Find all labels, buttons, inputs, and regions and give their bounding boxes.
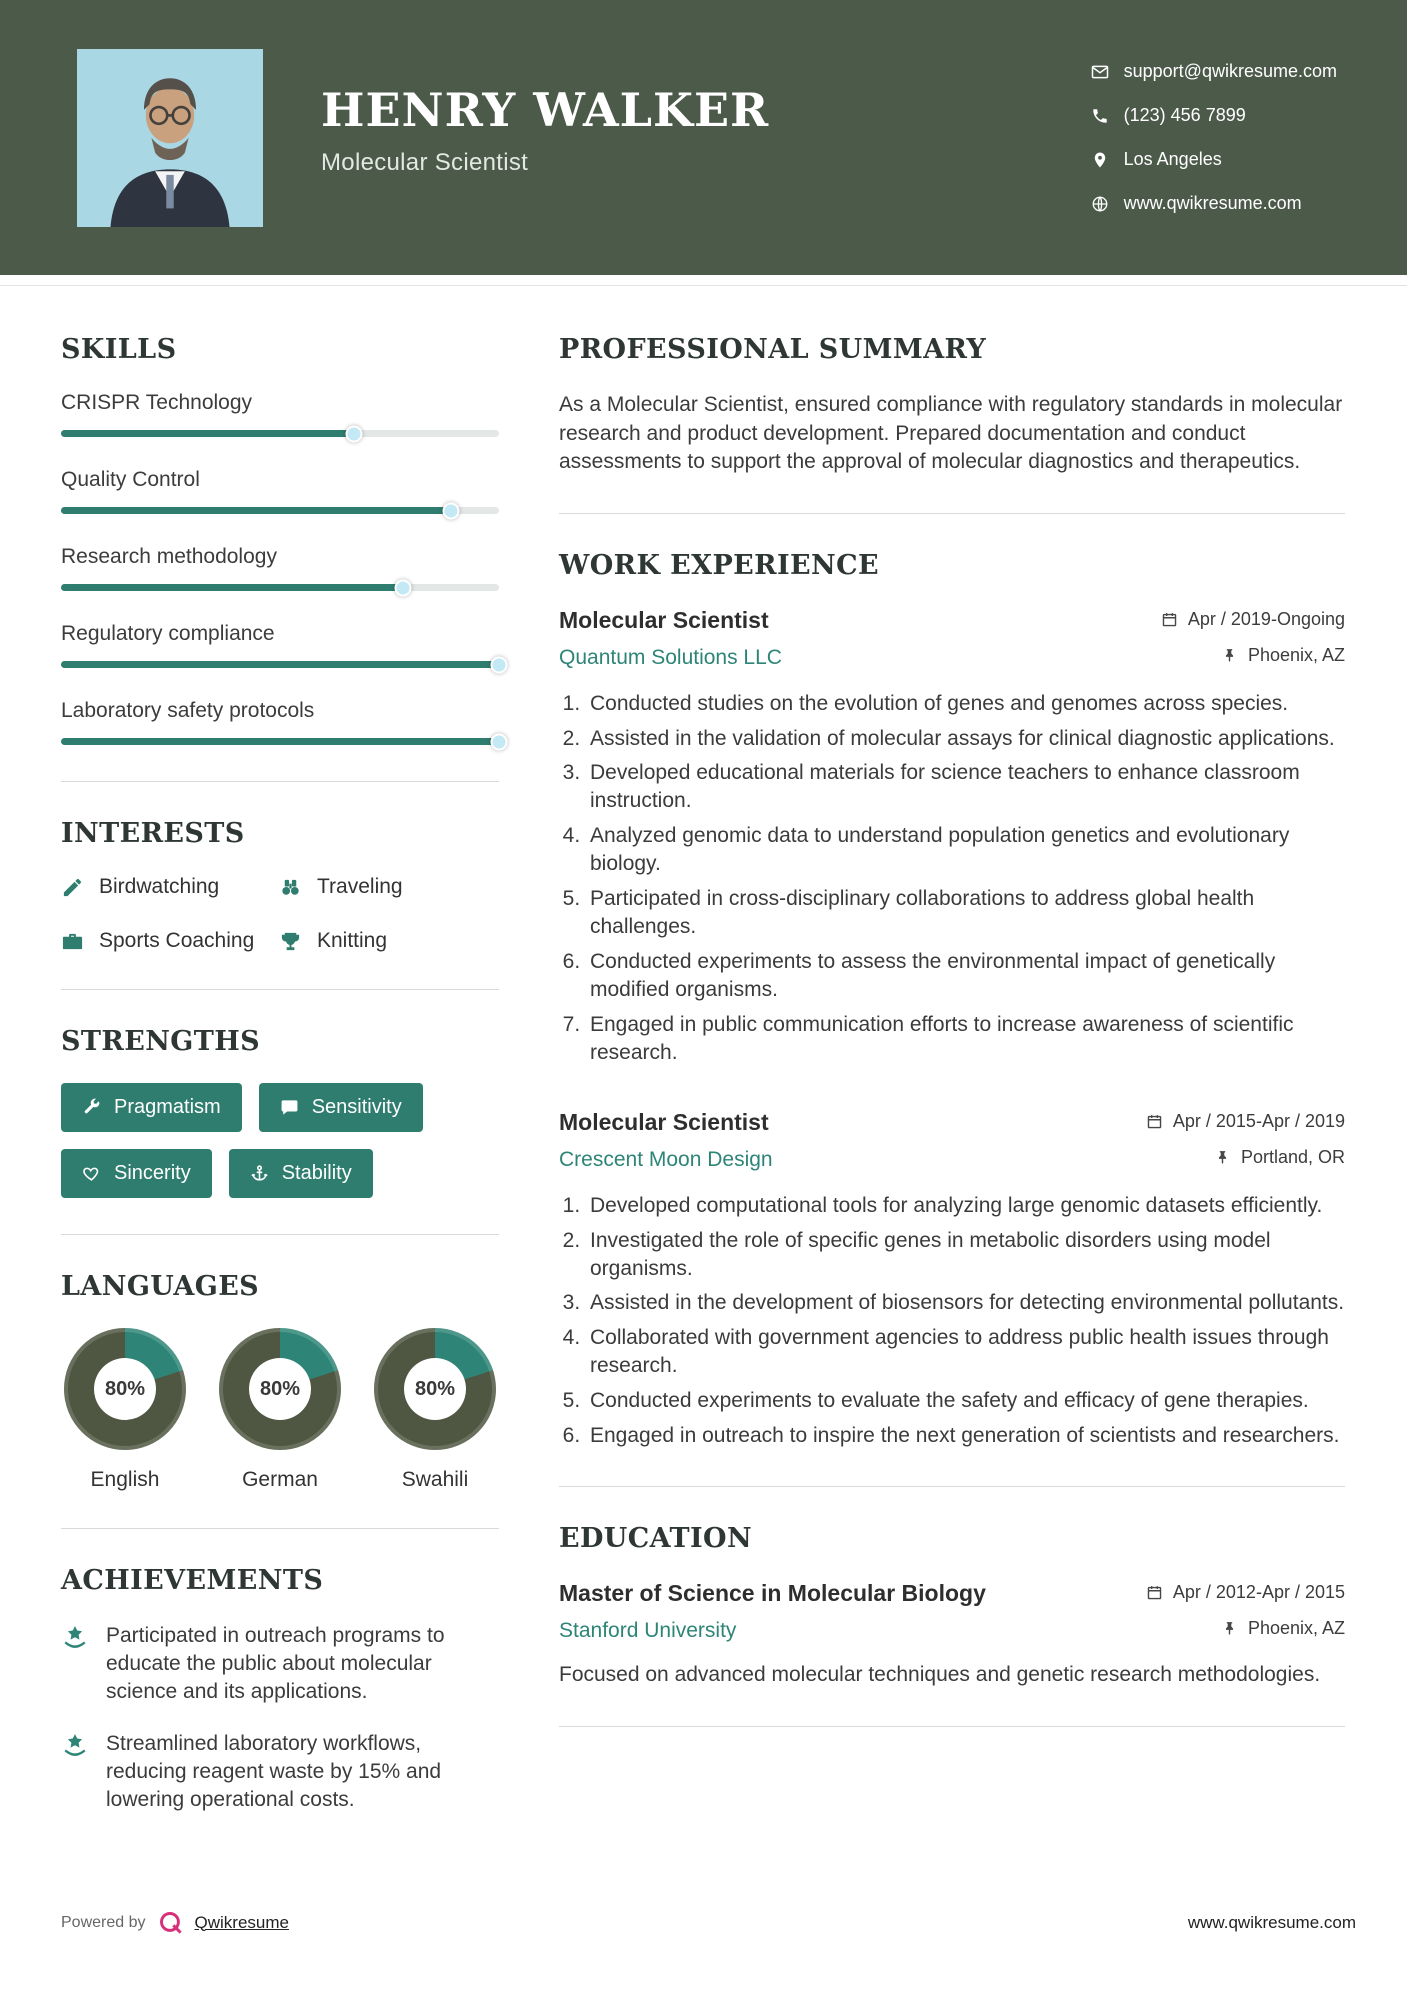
strength-label: Sensitivity [311, 1096, 402, 1118]
interests-section [61, 818, 499, 953]
skill-knob[interactable] [491, 733, 508, 750]
pushpin-icon [1221, 647, 1238, 664]
binoculars-icon [279, 876, 302, 899]
job-entry [559, 607, 1345, 1067]
profile-photo [77, 49, 263, 227]
contact-text[interactable]: support@qwikresume.com [1123, 61, 1337, 81]
summary-section [559, 334, 1345, 477]
job-dates [1146, 1111, 1345, 1132]
interest-label: Birdwatching [99, 875, 220, 898]
education-school[interactable]: Stanford University [559, 1619, 737, 1643]
job-bullet: 5. Conducted experiments to evaluate the safety and efficacy of gene therapies. [586, 1387, 1345, 1415]
divider [559, 1486, 1345, 1487]
education-description: Focused on advanced molecular techniques and genetic research methodologies. [559, 1663, 1321, 1687]
skill-slider[interactable] [61, 430, 499, 437]
footer [61, 1909, 1356, 1936]
contact-text[interactable]: www.qwikresume.com [1123, 193, 1302, 213]
achievement-icon [61, 1732, 89, 1760]
language-item [61, 1328, 189, 1492]
skill-label: Laboratory safety protocols [61, 699, 315, 722]
qwikresume-logo-icon [157, 1909, 184, 1936]
language-donut-chart [219, 1328, 341, 1450]
calendar-icon [1146, 1584, 1163, 1601]
job-title: Molecular Scientist [559, 606, 769, 633]
person-name: HENRY WALKER [321, 82, 770, 137]
summary-text: As a Molecular Scientist, ensured compliance with regulatory standards in molecular research and product development. Prepared documentation and conduct assessments to support the approval of molecular diagnostics and therapeutics. [559, 393, 1343, 474]
job-company[interactable]: Crescent Moon Design [559, 1147, 773, 1171]
education-location [1221, 1618, 1345, 1639]
job-entry [559, 1109, 1345, 1450]
interest-label: Traveling [317, 875, 403, 898]
skill-label: CRISPR Technology [61, 391, 253, 414]
wrench-icon [82, 1098, 101, 1117]
globe-icon [1091, 195, 1109, 213]
skill-slider[interactable] [61, 738, 499, 745]
job-title: Molecular Scientist [559, 1108, 769, 1135]
calendar-icon [1146, 1113, 1163, 1130]
experience-section [559, 550, 1345, 1450]
job-bullet: 1. Developed computational tools for analyzing large genomic datasets efficiently. [586, 1192, 1345, 1220]
education-dates-text: Apr / 2012-Apr / 2015 [1172, 1582, 1345, 1603]
achievement-text: Participated in outreach programs to educate the public about molecular science and its applications. [106, 1624, 445, 1703]
job-location-text: Phoenix, AZ [1247, 644, 1345, 665]
skills-section [61, 334, 499, 745]
left-column [61, 334, 499, 1838]
language-item [216, 1328, 344, 1492]
skill-item [61, 391, 499, 437]
skill-label: Quality Control [61, 468, 200, 491]
skill-label: Research methodology [61, 545, 277, 568]
strength-badge[interactable] [61, 1083, 242, 1132]
pushpin-icon [1214, 1149, 1231, 1166]
job-company[interactable]: Quantum Solutions LLC [559, 645, 782, 669]
job-bullet: 4. Collaborated with government agencies to address public health issues through research. [586, 1324, 1345, 1380]
job-bullet: 2. Assisted in the validation of molecular assays for clinical diagnostic applications. [586, 725, 1345, 753]
skills-list [61, 391, 499, 745]
job-bullet: 3. Assisted in the development of biosensors for detecting environmental pollutants. [586, 1289, 1345, 1317]
language-percent: 80% [249, 1358, 311, 1420]
job-dates-text: Apr / 2015-Apr / 2019 [1172, 1110, 1345, 1131]
job-location [1221, 645, 1345, 666]
achievement-icon [61, 1624, 89, 1652]
strengths-heading: STRENGTHS [61, 1026, 261, 1057]
divider [61, 781, 499, 782]
language-percent: 80% [404, 1358, 466, 1420]
language-label: German [242, 1468, 318, 1491]
skill-knob[interactable] [346, 425, 363, 442]
skill-fill [61, 661, 499, 668]
interest-label: Sports Coaching [99, 929, 255, 952]
education-heading: EDUCATION [559, 1523, 753, 1555]
language-donut-chart [64, 1328, 186, 1450]
interests-list [61, 875, 499, 953]
achievement-text: Streamlined laboratory workflows, reducing reagent waste by 15% and lowering operational costs. [106, 1731, 442, 1811]
anchor-icon [250, 1164, 269, 1183]
job-bullet: 6. Conducted experiments to assess the environmental impact of genetically modified organisms. [586, 948, 1345, 1004]
education-degree: Master of Science in Molecular Biology [559, 1580, 986, 1607]
contact-item [1091, 149, 1337, 170]
skill-label: Regulatory compliance [61, 622, 275, 645]
job-bullet-list [559, 1192, 1345, 1450]
qwikresume-brand-link[interactable]: Qwikresume [194, 1912, 289, 1932]
job-bullet: 2. Investigated the role of specific genes in metabolic disorders using model organisms. [586, 1227, 1345, 1283]
footer-website-link[interactable]: www.qwikresume.com [1187, 1912, 1356, 1932]
education-dates [1146, 1582, 1345, 1603]
education-location-text: Phoenix, AZ [1247, 1618, 1345, 1639]
divider [61, 989, 499, 990]
strengths-list [61, 1083, 499, 1198]
footer-brand-block [61, 1909, 289, 1936]
skill-fill [61, 430, 354, 437]
strength-label: Sincerity [114, 1162, 191, 1184]
contact-item [1091, 105, 1337, 126]
skill-fill [61, 738, 499, 745]
main-content [0, 286, 1407, 1838]
interest-item [61, 929, 279, 953]
achievement-item [61, 1622, 499, 1706]
skill-slider[interactable] [61, 507, 499, 514]
interests-heading: INTERESTS [61, 818, 245, 849]
strength-badge[interactable] [61, 1149, 212, 1198]
language-label: Swahili [401, 1468, 469, 1491]
pen-icon [61, 876, 84, 899]
job-bullet: 7. Engaged in public communication efforts to increase awareness of scientific research. [586, 1011, 1345, 1067]
skill-slider[interactable] [61, 584, 499, 591]
strength-badge[interactable] [259, 1083, 423, 1132]
job-location-text: Portland, OR [1240, 1146, 1345, 1167]
language-donut-chart [374, 1328, 496, 1450]
divider [61, 1528, 499, 1529]
job-bullet: 4. Analyzed genomic data to understand population genetics and evolutionary biology. [586, 822, 1345, 878]
skill-item [61, 468, 499, 514]
interest-item [61, 875, 279, 899]
achievements-heading: ACHIEVEMENTS [61, 1565, 324, 1596]
job-bullet: 5. Participated in cross-disciplinary collaborations to address global health challenges. [586, 885, 1345, 941]
right-column [559, 334, 1345, 1838]
contact-item [1091, 61, 1337, 82]
divider [61, 1234, 499, 1235]
person-title: Molecular Scientist [321, 148, 529, 176]
location-icon [1091, 151, 1109, 169]
languages-heading: LANGUAGES [61, 1271, 260, 1302]
experience-heading: WORK EXPERIENCE [559, 549, 879, 581]
skill-item [61, 622, 499, 668]
language-percent: 80% [94, 1358, 156, 1420]
strengths-section [61, 1026, 499, 1198]
language-item [371, 1328, 499, 1492]
achievements-section [61, 1565, 499, 1814]
job-bullet: 6. Engaged in outreach to inspire the next generation of scientists and researchers. [586, 1422, 1345, 1450]
skill-fill [61, 584, 403, 591]
job-dates-text: Apr / 2019-Ongoing [1187, 608, 1345, 629]
divider [559, 513, 1345, 514]
contact-text[interactable]: Los Angeles [1123, 149, 1222, 169]
language-label: English [90, 1468, 160, 1491]
summary-heading: PROFESSIONAL SUMMARY [559, 334, 987, 365]
job-bullet: 3. Developed educational materials for science teachers to enhance classroom instruction. [586, 759, 1345, 815]
comment-icon [280, 1098, 299, 1117]
calendar-icon [1161, 611, 1178, 628]
job-location [1214, 1147, 1345, 1168]
strength-badge[interactable] [229, 1149, 373, 1198]
job-bullet-list [559, 690, 1345, 1067]
skills-heading: SKILLS [61, 334, 177, 365]
skill-item [61, 545, 499, 591]
powered-by-label: Powered by [61, 1913, 146, 1931]
contact-text[interactable]: (123) 456 7899 [1123, 105, 1246, 125]
skill-knob[interactable] [491, 656, 508, 673]
achievement-item [61, 1730, 499, 1814]
email-icon [1091, 63, 1109, 81]
skill-item [61, 699, 499, 745]
languages-section [61, 1271, 499, 1492]
divider [559, 1726, 1345, 1727]
contact-list [1091, 61, 1337, 214]
languages-list [61, 1328, 499, 1492]
heart-icon [82, 1164, 101, 1183]
job-bullet: 1. Conducted studies on the evolution of genes and genomes across species. [586, 690, 1345, 718]
name-block [321, 83, 769, 177]
contact-item [1091, 193, 1337, 214]
job-dates [1161, 609, 1345, 630]
achievements-list [61, 1622, 499, 1814]
interest-item [279, 875, 499, 899]
skill-fill [61, 507, 451, 514]
pushpin-icon [1221, 1620, 1238, 1637]
skill-knob[interactable] [394, 579, 411, 596]
skill-slider[interactable] [61, 661, 499, 668]
briefcase-icon [61, 930, 84, 953]
trophy-icon [279, 930, 302, 953]
phone-icon [1091, 107, 1109, 125]
strength-label: Pragmatism [114, 1096, 221, 1118]
interest-label: Knitting [317, 929, 388, 952]
strength-label: Stability [281, 1162, 352, 1184]
skill-knob[interactable] [442, 502, 459, 519]
interest-item [279, 929, 499, 953]
header [0, 0, 1407, 275]
education-section [559, 1523, 1345, 1690]
